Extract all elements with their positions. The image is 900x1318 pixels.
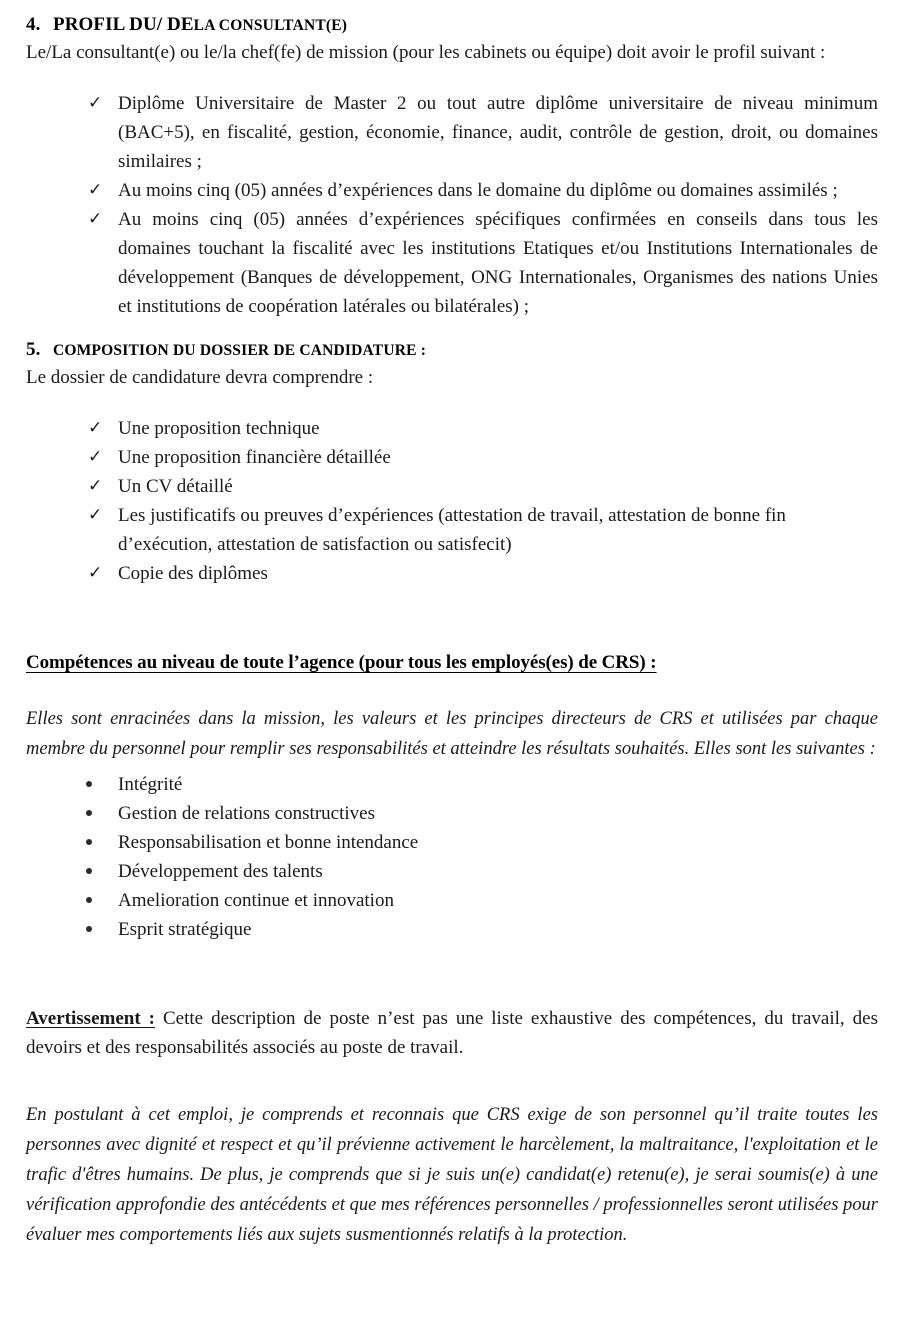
- list-item-text: Esprit stratégique: [118, 919, 252, 940]
- notice-label: Avertissement :: [26, 1008, 155, 1029]
- list-item: [26, 176, 878, 205]
- list-item: [26, 799, 878, 828]
- list-item-text: Une proposition technique: [118, 418, 320, 439]
- list-item-text: Un CV détaillé: [118, 476, 233, 497]
- list-item: [26, 857, 878, 886]
- list-item-text: Amelioration continue et innovation: [118, 890, 394, 911]
- list-item-text: Responsabilisation et bonne intendance: [118, 832, 419, 853]
- list-item: [26, 828, 878, 857]
- list-item: [26, 501, 878, 559]
- list-item-text: Au moins cinq (05) années d’expériences dans le domaine du diplôme ou domaines assimilés ;: [118, 180, 838, 201]
- competencies-list: [26, 770, 878, 944]
- notice-text: Cette description de poste n’est pas une liste exhaustive des compétences, du travail, des devoirs et des responsabilités associés au poste de travail.: [26, 1008, 878, 1058]
- list-item: [26, 443, 878, 472]
- bullet-icon: [86, 868, 92, 874]
- check-icon: ✓: [88, 563, 103, 583]
- list-item-text: Une proposition financière détaillée: [118, 447, 391, 468]
- list-item: [26, 915, 878, 944]
- list-item: [26, 886, 878, 915]
- section-number-4: 4.: [26, 14, 41, 35]
- check-icon: ✓: [88, 476, 103, 496]
- bullet-icon: [86, 781, 92, 787]
- section-5-list: [26, 414, 878, 588]
- list-item-text: Intégrité: [118, 774, 183, 795]
- notice-paragraph: [26, 1004, 878, 1062]
- bullet-icon: [86, 810, 92, 816]
- check-icon: ✓: [88, 209, 103, 229]
- list-item-text: Au moins cinq (05) années d’expériences spécifiques confirmées en conseils dans tous les domaines touchant la fiscalité avec les institutions Etatiques et/ou Institutions Internationales de développement (Banques de développement, ONG Internationales, Organismes des nations Unies et institutions de coopération latérales ou bilatérales) ;: [118, 209, 878, 317]
- list-item-text: Développement des talents: [118, 861, 323, 882]
- list-item: [26, 472, 878, 501]
- list-item-text: Copie des diplômes: [118, 563, 268, 584]
- document-content: [26, 14, 878, 1250]
- list-item: [26, 414, 878, 443]
- section-heading-4: [26, 14, 878, 36]
- section-title-4: [53, 14, 347, 36]
- section-4-intro: Le/La consultant(e) ou le/la chef(fe) de mission (pour les cabinets ou équipe) doit avoir le profil suivant :: [26, 42, 826, 63]
- list-item: [26, 205, 878, 321]
- check-icon: ✓: [88, 418, 103, 438]
- competencies-intro: Elles sont enracinées dans la mission, les valeurs et les principes directeurs de CRS et utilisées par chaque membre du personnel pour remplir ses responsabilités et atteindre les résultats souhaités. Elles sont les suivantes :: [26, 709, 878, 759]
- section-4-list: [26, 89, 878, 321]
- check-icon: ✓: [88, 180, 103, 200]
- declaration-paragraph: En postulant à cet emploi, je comprends et reconnais que CRS exige de son personnel qu’il traite toutes les personnes avec dignité et respect et qu’il prévienne activement le harcèlement, la maltraitance, l'exploitation et le trafic d'êtres humains. De plus, je comprends que si je suis un(e) candidat(e) retenu(e), je serai soumis(e) à une vérification approfondie des antécédents et que mes références personnelles / professionnelles seront utilisées pour évaluer mes comportements liés aux sujets susmentionnés relatifs à la protection.: [26, 1105, 878, 1245]
- competencies-heading: Compétences au niveau de toute l’agence (pour tous les employés(es) de CRS) :: [26, 652, 657, 673]
- section-number-5: 5.: [26, 339, 41, 360]
- list-item-text: Les justificatifs ou preuves d’expériences (attestation de travail, attestation de bonne fin d’exécution, attestation de satisfaction ou satisfecit): [118, 505, 786, 555]
- section-5-intro: Le dossier de candidature devra comprendre :: [26, 367, 374, 388]
- bullet-icon: [86, 897, 92, 903]
- list-item: [26, 559, 878, 588]
- check-icon: ✓: [88, 505, 103, 525]
- check-icon: ✓: [88, 447, 103, 467]
- check-icon: ✓: [88, 93, 103, 113]
- list-item: [26, 770, 878, 799]
- list-item-text: Diplôme Universitaire de Master 2 ou tout autre diplôme universitaire de niveau minimum (BAC+5), en fiscalité, gestion, économie, finance, audit, contrôle de gestion, droit, ou domaines similaires ;: [118, 93, 878, 172]
- section-title-5: COMPOSITION DU DOSSIER DE CANDIDATURE :: [53, 342, 427, 359]
- bullet-icon: [86, 926, 92, 932]
- bullet-icon: [86, 839, 92, 845]
- section-title-4-large: PROFIL DU/ DE: [53, 14, 194, 35]
- section-title-4-small: LA CONSULTANT(E): [193, 17, 348, 34]
- section-heading-5: [26, 339, 878, 361]
- list-item: [26, 89, 878, 176]
- list-item-text: Gestion de relations constructives: [118, 803, 375, 824]
